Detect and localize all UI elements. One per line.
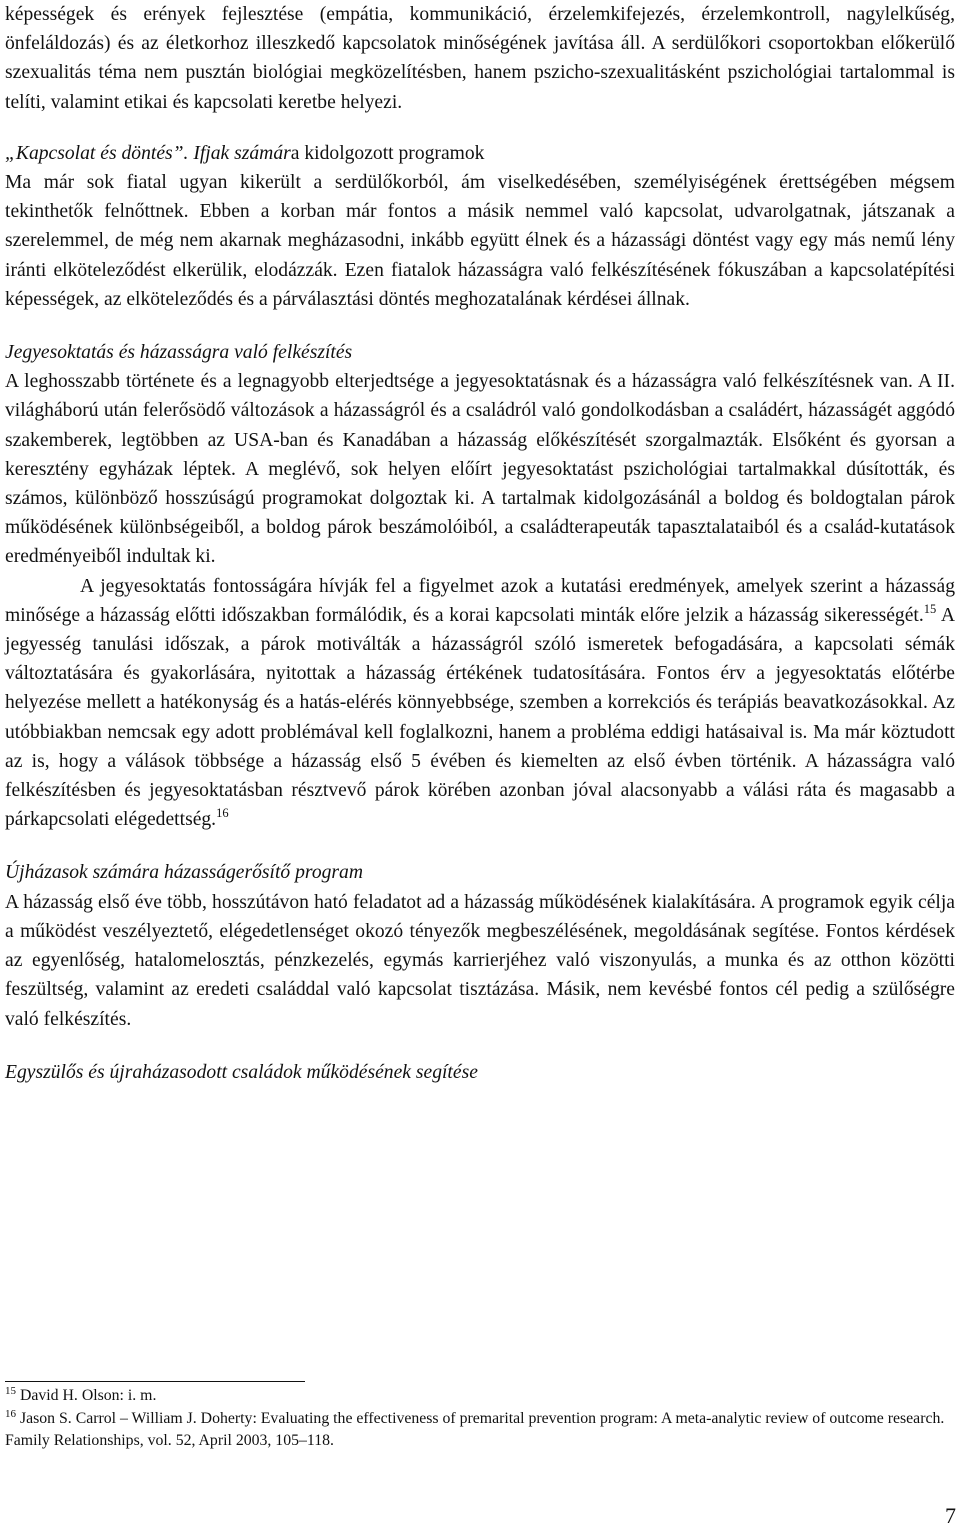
section-kapcsolat bbox=[5, 139, 955, 314]
para2-text-a: A jegyesoktatás fontosságára hívják fel a figyelmet azok a kutatási eredmények, amelyek szerint a házasság minősége a házasság előtti időszakban formálódik, és a korai kapcsolati minták előre jelzik a házasság sikerességét. bbox=[5, 575, 955, 626]
footnote-ref-16[interactable]: 16 bbox=[216, 806, 229, 821]
section-body-ujhazasok: A házasság első éve több, hosszútávon ható feladatot ad a házasság működésének kialakítására. A programok egyik célja a működést veszélyeztető, elégedetlenséget okozó tényezők megbeszélésének, megoldásának segítése. Fontos kérdések az egyenlőség, hatalomelosztás, pénzkezelés, egymás karrierjéhez való viszonyulás, a munka és az otthon közötti feszültség, valamint az eredeti családdal való kapcsolat tisztázása. Másik, nem kevésbé fontos cél pedig a szülőségre való felkészítés. bbox=[5, 891, 955, 1030]
footnote-number: 16 bbox=[5, 1407, 16, 1420]
section-body-jegyesoktatas-1: A leghosszabb története és a legnagyobb elterjedtsége a jegyesoktatásnak és a házasságra való felkészítésnek van. A II. világháború után felerősödő változások a házasságról és a családról való gondolkodásban a családért, házasságét aggódó szakemberek, legtöbben az USA-ban és Kanadában a házasság előkészítését szorgalmazták. Elsőként és gyorsan a keresztény egyházak léptek. A meglévő, sok helyen előírt jegyesoktatást pszichológiai tartalmakkal dúsították, és számos, különböző hosszúságú programokat dolgoztak ki. A tartalmak kidolgozásánál a boldog és boldogtalan párok működésének különbségeiből, a boldog párok beszámolóiból, a családterapeuták tapasztalataiból és a család-kutatások eredményeiből indultak ki. bbox=[5, 371, 955, 568]
section-body-kapcsolat: Ma már sok fiatal ugyan kikerült a serdülőkorból, ám viselkedésében, személyiségének érettségében mégsem tekinthetők felnőttnek. Ebben a korban már fontos a másik nemmel való kapcsolat, udvarolgatnak, játszanak a szerelemmel, de még nem akarnak megházasodni, inkább együtt élnek és a házassági döntést vagy egy más nemű lény iránti elköteleződést elkerülik, elodázzák. Ezen fiatalok házasságra való felkészítésének fókuszában a kapcsolatépítési képességek, az elköteleződés és a párválasztási döntés meghozatalának kérdései állnak. bbox=[5, 172, 955, 310]
section-heading-jegyesoktatas: Jegyesoktatás és házasságra való felkészítés bbox=[5, 342, 353, 364]
footnote-text: David H. Olson: i. m. bbox=[19, 1387, 157, 1404]
footnotes bbox=[5, 1385, 955, 1453]
footnote-ref-15[interactable]: 15 bbox=[923, 601, 937, 616]
footnote-number: 15 bbox=[5, 1385, 16, 1397]
section-heading-kapcsolat: „Kapcsolat és döntés”. Ifjak számár bbox=[5, 142, 291, 164]
section-heading-kapcsolat-rest: a kidolgozott programok bbox=[290, 142, 485, 164]
document-page bbox=[5, 0, 955, 1087]
footnote-15 bbox=[5, 1385, 955, 1408]
footnote-16 bbox=[5, 1408, 955, 1453]
intro-paragraph: képességek és erények fejlesztése (empátia, kommunikáció, érzelemkifejezés, érzelemkontroll, nagylelkűség, önfeláldozás) és az életkorhoz illeszkedő kapcsolatok minőségének javítása áll. A serdülőkori csoportokban előkerülő szexualitás téma nem pusztán biológiai megközelítésben, hanem pszicho-szexualitásként pszichológiai tartalommal is telíti, valamint etikai és kapcsolati keretbe helyezi. bbox=[5, 4, 955, 113]
footnote-divider bbox=[5, 1381, 305, 1382]
footnote-text: Jason S. Carrol – William J. Doherty: Evaluating the effectiveness of premarital prevention program: A meta-analytic review of outcome research. Family Relationships, vol. 52, April 2003, 105–118. bbox=[5, 1409, 945, 1449]
section-heading-egyszulos: Egyszülős és újraházasodott családok működésének segítése bbox=[5, 1061, 478, 1083]
page-number: 7 bbox=[945, 1503, 956, 1528]
section-heading-ujhazasok: Újházasok számára házasságerősítő program bbox=[5, 862, 363, 884]
section-body-jegyesoktatas-2 bbox=[5, 572, 955, 835]
para2-text-b: A jegyesség tanulási időszak, a párok motiválták a házasságról szóló ismeretek befogadására, a kapcsolati sémák változtatására és gyakorlására, nyitottak a házasság értékének tudatosítására. Fontos érv a jegyesoktatás előtérbe helyezése mellett a hatékonyság és a hatás-elérés könnyebbsége, szemben a korrekciós és terápiás beavatkozásokkal. Az utóbbiakban nemcsak egy adott problémával kell foglalkozni, hanem a probléma eddigi hatásaival is. Ma már köztudott az is, hogy a válások többsége a házasság első 5 évében és kiemelten az első évben történik. A házasságra való felkészítésben és jegyesoktatásban résztvevő párok körében azonban jóval alacsonyabb a válási ráta és magasabb a párkapcsolati elégedettség. bbox=[5, 604, 956, 831]
